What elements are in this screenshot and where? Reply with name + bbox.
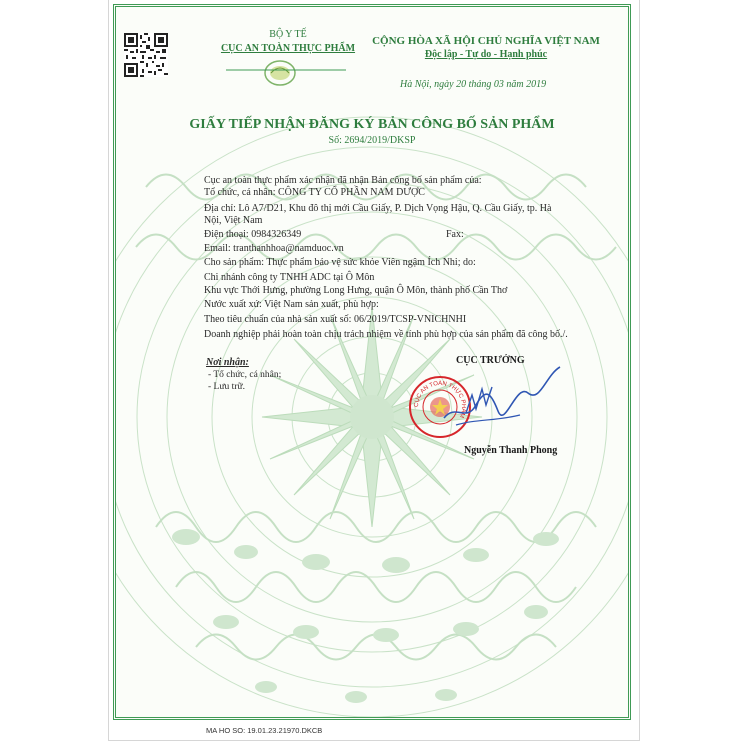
recipients-label: Nơi nhận: — [206, 357, 249, 368]
address-line-2: Nội, Việt Nam — [204, 215, 263, 226]
responsibility-note: Doanh nghiệp phải hoàn toàn chịu trách nhiệm về tính phù hợp của sản phẩm đã công bố./. — [204, 329, 568, 340]
ministry-name: BỘ Y TẾ — [269, 29, 307, 40]
certificate-sheet — [108, 0, 640, 741]
fax: Fax: — [446, 229, 464, 240]
address-line-1: Địa chỉ: Lô A7/D21, Khu đô thị mới Cầu Giấy, P. Dịch Vọng Hậu, Q. Cầu Giấy, tp. Hà — [204, 203, 552, 214]
green-border-frame — [113, 4, 631, 720]
svg-text:CỤC AN TOÀN THỰC PHẨM: CỤC AN TOÀN THỰC PHẨM — [413, 380, 467, 419]
recipient-item: - Lưu trữ. — [208, 382, 245, 392]
bronze-drum-watermark — [116, 7, 628, 717]
motto: Độc lập - Tự do - Hạnh phúc — [424, 49, 548, 60]
republic-name: CỘNG HÒA XÃ HỘI CHỦ NGHĨA VIỆT NAM — [372, 35, 600, 47]
standard: Theo tiêu chuẩn của nhà sản xuất số: 06/2019/TCSP-VNICHNHI — [204, 314, 467, 325]
signatory-name: Nguyễn Thanh Phong — [464, 445, 558, 456]
phone: Điện thoại: 0984326349 — [204, 229, 302, 240]
origin: Nước xuất xứ: Việt Nam sản xuất, phù hợp: — [204, 299, 379, 310]
qr-code-icon — [124, 33, 168, 77]
department-logo-icon — [262, 57, 298, 87]
place-date: Hà Nội, ngày 20 tháng 03 năm 2019 — [400, 79, 547, 90]
manufacturer-address: Khu vực Thới Hưng, phường Long Hưng, quận Ô Môn, thành phố Cần Thơ — [204, 285, 508, 296]
email: Email: tranthanhhoa@namduoc.vn — [204, 243, 344, 254]
product: Cho sản phẩm: Thực phẩm bảo vệ sức khỏe Viên ngậm Ích Nhi; do: — [204, 257, 476, 268]
organization: Tổ chức, cá nhân: CÔNG TY CỔ PHẦN NAM DƯỢC — [204, 187, 425, 198]
manufacturer-name: Chi nhánh công ty TNHH ADC tại Ô Môn — [204, 272, 375, 283]
signatory-title: CỤC TRƯỞNG — [456, 355, 525, 366]
intro-text: Cục an toàn thực phẩm xác nhận đã nhận Bản công bố sản phẩm của: — [204, 175, 482, 186]
document-number: Số: 2694/2019/DKSP — [328, 135, 416, 146]
document-title: GIẤY TIẾP NHẬN ĐĂNG KÝ BẢN CÔNG BỐ SẢN PHẨM — [189, 117, 555, 132]
department-name: CỤC AN TOÀN THỰC PHẨM — [220, 43, 356, 54]
signature-icon — [436, 363, 566, 433]
recipient-item: - Tổ chức, cá nhân; — [208, 370, 282, 380]
dossier-code: MA HO SO: 19.01.23.21970.DKCB — [206, 726, 323, 735]
header-divider-left — [226, 69, 346, 71]
